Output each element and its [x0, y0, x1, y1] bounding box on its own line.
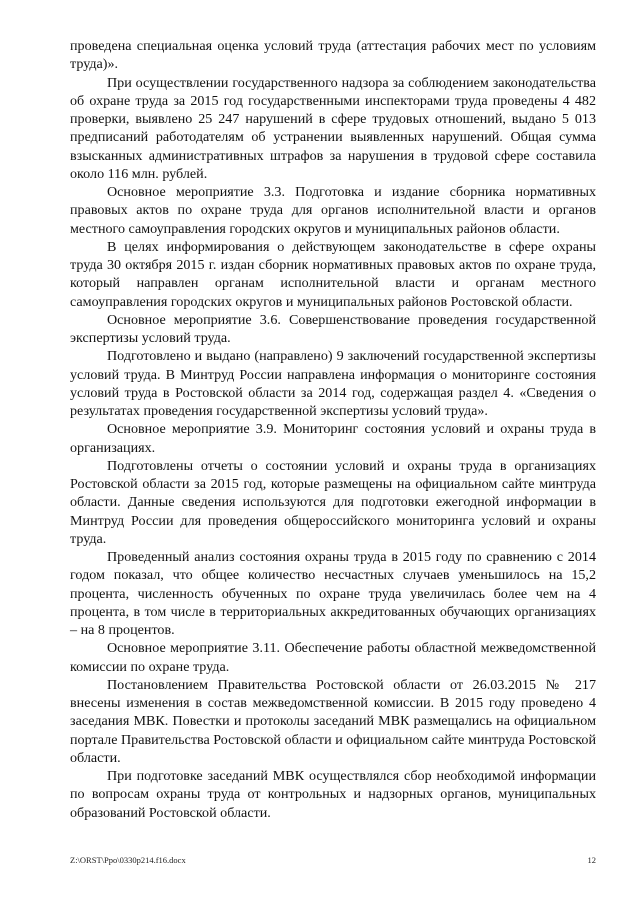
file-path: Z:\ORST\Ppo\0330p214.f16.docx: [70, 855, 186, 865]
paragraph-3: Основное мероприятие 3.3. Подготовка и издание сборника нормативных правовых актов по охране труда для органов исполнительной власти и органов местного самоуправления городских округов и муниципальных районов области.: [70, 184, 596, 237]
paragraph-2: При осуществлении государственного надзора за соблюдением законодательства об охране труда за 2015 год государственными инспекторами труда проведены 4 482 проверки, выявлено 25 247 нарушений в сфере трудовых отношений, выдано 5 013 предписаний работодателям об устранении выявленных нарушений. Общая сумма взысканных административных штрафов за нарушения в трудовой сфере составила около 116 млн. рублей.: [70, 74, 596, 182]
document-body: [70, 37, 596, 822]
paragraph-8: Подготовлены отчеты о состоянии условий и охраны труда в организациях Ростовской области за 2015 год, которые размещены на официальном сайте минтруда области. Данные сведения используются для подготовки ежегодной информации в Минтруд России для проведения общероссийского мониторинга условий и охраны труда.: [70, 457, 596, 547]
paragraph-6: Подготовлено и выдано (направлено) 9 заключений государственной экспертизы условий труда. В Минтруд России направлена информация о мониторинге состояния условий труда в Ростовской области за 2014 год, содержащая раздел 4. «Сведения о результатах проведения государственной экспертизы условий труда».: [70, 348, 596, 419]
paragraph-12: При подготовке заседаний МВК осуществлялся сбор необходимой информации по вопросам охраны труда от контрольных и надзорных органов, муниципальных образований Ростовской области.: [70, 768, 596, 821]
page-number: 12: [587, 855, 596, 865]
paragraph-9: Проведенный анализ состояния охраны труда в 2015 году по сравнению с 2014 годом показал, что общее количество несчастных случаев уменьшилось на 15,2 процента, численность обученных по охране труда увеличилась более чем на 4 процента, в том числе в территориальных аккредитованных обучающих организациях – на 8 процентов.: [70, 549, 596, 638]
paragraph-7: Основное мероприятие 3.9. Мониторинг состояния условий и охраны труда в организациях.: [70, 421, 596, 456]
paragraph-5: Основное мероприятие 3.6. Совершенствование проведения государственной экспертизы условий труда.: [70, 311, 596, 346]
paragraph-11: Постановлением Правительства Ростовской области от 26.03.2015 № 217 внесены изменения в состав межведомственной комиссии. В 2015 году проведено 4 заседания МВК. Повестки и протоколы заседаний МВК размещались на официальном портале Правительства Ростовской области и официальном сайте минтруда Ростовской области.: [70, 676, 596, 766]
paragraph-4: В целях информирования о действующем законодательстве в сфере охраны труда 30 октября 2015 г. издан сборник нормативных правовых актов по охране труда, который направлен органам исполнительной власти и органам местного самоуправления городских округов и муниципальных районов Ростовской области.: [70, 238, 596, 310]
paragraph-10: Основное мероприятие 3.11. Обеспечение работы областной межведомственной комиссии по охране труда.: [70, 640, 596, 675]
paragraph-1: проведена специальная оценка условий труда (аттестация рабочих мест по условиям труда)».: [70, 38, 596, 73]
